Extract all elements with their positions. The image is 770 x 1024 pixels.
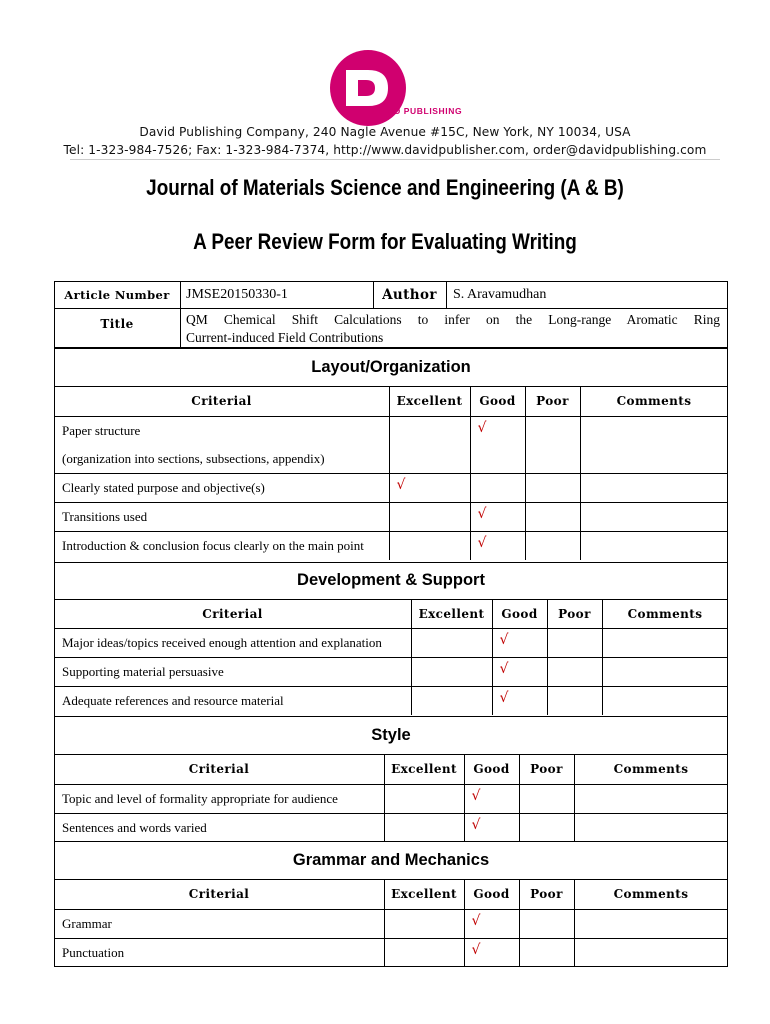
check-mark-icon: √ xyxy=(471,817,481,833)
criterion-label: Introduction & conclusion focus clearly on the main point xyxy=(62,537,364,553)
col-header-comments: Comments xyxy=(616,394,692,408)
col-header-comments: Comments xyxy=(627,606,703,621)
criterion-sublabel: (organization into sections, subsections, appendix) xyxy=(62,450,325,466)
criterion-label: Topic and level of formality appropriate for audience xyxy=(62,790,338,806)
form-title: A Peer Review Form for Evaluating Writing xyxy=(193,229,577,254)
journal-title: Journal of Materials Science and Engineering (A & B) xyxy=(146,175,624,200)
col-header-excellent: Excellent xyxy=(391,887,457,901)
check-mark-icon: √ xyxy=(471,942,481,958)
section-title: Layout/Organization xyxy=(311,357,471,376)
criterion-label: Transitions used xyxy=(62,508,148,524)
col-header-comments: Comments xyxy=(613,887,689,901)
col-header-good: Good xyxy=(473,762,510,776)
check-mark-icon: √ xyxy=(477,420,487,436)
col-header-good: Good xyxy=(501,606,538,621)
criterion-label: Sentences and words varied xyxy=(62,819,207,835)
section-title: Grammar and Mechanics xyxy=(292,850,490,869)
criterion-label: Clearly stated purpose and objective(s) xyxy=(62,479,265,495)
criterion-label: Punctuation xyxy=(62,944,125,960)
section-title: Style xyxy=(371,725,411,744)
col-header-excellent: Excellent xyxy=(391,762,457,776)
publisher-address: David Publishing Company, 240 Nagle Avenue #15C, New York, NY 10034, USA xyxy=(139,125,631,139)
author-value: S. Aravamudhan xyxy=(453,287,547,302)
criterion-label: Adequate references and resource material xyxy=(62,692,284,708)
section-title: Development & Support xyxy=(297,571,485,589)
article-title-line1: QM Chemical Shift Calculations to infer on the Long-range Aromatic Ring xyxy=(186,312,720,327)
article-number-value: JMSE20150330-1 xyxy=(186,287,288,302)
check-mark-icon: √ xyxy=(396,477,406,493)
check-mark-icon: √ xyxy=(499,661,509,677)
col-header-poor: Poor xyxy=(530,762,563,776)
criterion-label: Major ideas/topics received enough attention and explanation xyxy=(62,634,382,650)
check-mark-icon: √ xyxy=(499,690,509,706)
col-header-criterial: Criterial xyxy=(188,887,250,901)
col-header-excellent: Excellent xyxy=(396,394,463,408)
article-number-label: Article Number xyxy=(64,288,170,302)
criterion-label: Grammar xyxy=(62,915,112,931)
col-header-comments: Comments xyxy=(613,762,689,776)
publisher-brand: DAVID PUBLISHING xyxy=(372,106,463,116)
check-mark-icon: √ xyxy=(471,913,481,929)
col-header-good: Good xyxy=(479,394,516,408)
col-header-criterial: Criterial xyxy=(191,394,252,408)
check-mark-icon: √ xyxy=(477,506,487,522)
col-header-excellent: Excellent xyxy=(418,606,485,621)
col-header-good: Good xyxy=(473,887,510,901)
check-mark-icon: √ xyxy=(477,535,487,551)
form-frame xyxy=(54,281,728,967)
david-publishing-logo xyxy=(328,48,408,128)
col-header-poor: Poor xyxy=(536,394,569,408)
check-mark-icon: √ xyxy=(499,632,509,648)
author-label: Author xyxy=(382,287,437,303)
check-mark-icon: √ xyxy=(471,788,481,804)
criterion-label: Paper structure xyxy=(62,422,141,438)
header-divider xyxy=(70,159,720,160)
col-header-criterial: Criterial xyxy=(202,606,263,621)
col-header-criterial: Criterial xyxy=(188,762,250,776)
col-header-poor: Poor xyxy=(530,887,563,901)
publisher-contact: Tel: 1-323-984-7526; Fax: 1-323-984-7374, http://www.davidpublisher.com, order@davidpublishing.com xyxy=(63,143,707,157)
criterion-label: Supporting material persuasive xyxy=(62,663,224,679)
col-header-poor: Poor xyxy=(558,606,591,621)
article-title-line2: Current-induced Field Contributions xyxy=(186,330,384,345)
title-label: Title xyxy=(100,317,134,331)
